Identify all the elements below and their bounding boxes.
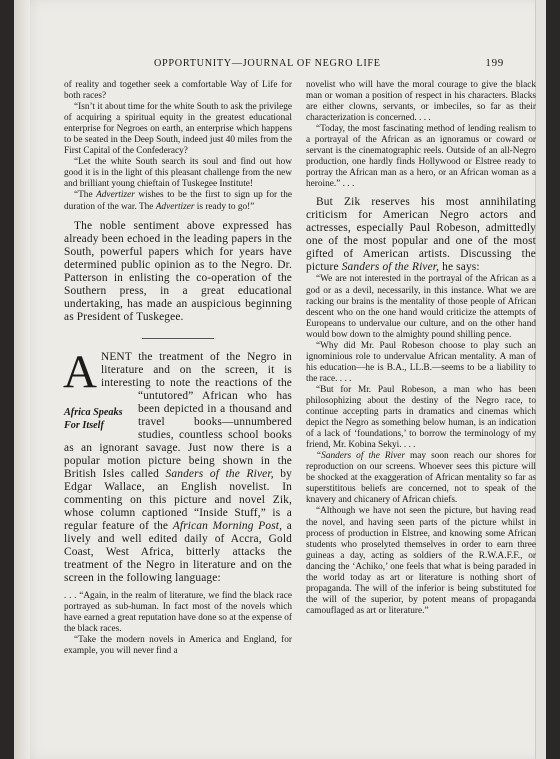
journal-title: OPPORTUNITY—JOURNAL OF NEGRO LIFE xyxy=(154,58,381,69)
paragraph: of reality and together seek a comfortable Way of Life for both races? xyxy=(64,80,292,102)
editorial-paragraph: The noble sentiment above expressed has already been echoed in the leading papers in the South, powerful papers which for years have determined public opinion as to the Negro. Dr. Patterson in enlisting the co-operation of the Southern press, in a great educational undertaking, has made an auspicious beginning as President of Tuskegee. xyxy=(64,219,292,323)
page-edge xyxy=(535,0,546,759)
section-africa-speaks xyxy=(63,345,292,585)
right-column xyxy=(306,80,536,617)
paragraph: “We are not interested in the portrayal of the African as a god or as a devil, necessarily, in this instance. What we are racking our brains is the mentality of those people of African descent who on the one hand would criticize the attempts of Europeans to undervalue our culture, and on the other hand would bow down to the almighty pound shilling pence. xyxy=(306,274,536,340)
publication-name: African Morning Post, xyxy=(172,519,283,532)
film-title: Sanders of the River, xyxy=(341,261,440,274)
page-binding-shadow xyxy=(14,0,30,759)
paragraph: “Isn’t it about time for the white South to ask the privilege of acquiring a spiritual equity in the greatest educational enterprise for Negroes on earth, an enterprise which happens to be seated in the Deep South, indeed just 40 miles from the First Capital of the Confederacy? xyxy=(64,102,292,157)
editorial-paragraph: But Zik reserves his most annihilating criticism for American Negro actors and actresses, especially Paul Robeson, admittedly one of the most popular and one of the most gifted of American artists. Discussing the picture Sanders of the River, he says: xyxy=(306,196,536,274)
paragraph: “But for Mr. Paul Robeson, a man who has been philosophizing about the destiny of the Negro race, to continue accepting parts in dramatics and cinemas which depict the Negro as something below human, is an indication of a lack of ‘foundations,’ to borrow the terminology of my friend, Mr. Kobina Sekyi. . . . xyxy=(306,384,536,451)
paragraph: “Today, the most fascinating method of lending realism to a portrayal of the African as an ignoramus or coward or servant is the cinematographic reels. Outside of an all-Negro production, one hardly finds Hollywood or Elstree ready to portray the African man as a hero, or an African woman as a heroine.” . . . xyxy=(306,124,536,190)
page-number: 199 xyxy=(485,57,504,69)
publication-name: Advertizer xyxy=(155,201,195,212)
quotation-paragraph: . . . “Again, in the realm of literature, we find the black race portrayed as sub-human. In fact most of the novels which have earned a great reputation have done so at the expense of the black races. xyxy=(64,590,292,634)
journal-page xyxy=(14,0,546,759)
paragraph: “The Advertizer wishes to be the first to sign up for the duration of the war. The Advertizer is ready to go!” xyxy=(64,190,292,212)
left-column xyxy=(64,80,292,657)
section-divider xyxy=(142,338,214,339)
paragraph: “Let the white South search its soul and find out how good it is in the light of this pleasant challenge from the new and brilliant young chieftain of Tuskegee Institute! xyxy=(64,157,292,190)
publication-name: Advertizer xyxy=(96,190,135,201)
paragraph: “Although we have not seen the picture, but having read the novel, and having seen parts of the picture whilst in process of production in Elstree, and knowing some African students who proselyted themselves in order to earn three guineas a day, acting as soldiers of the R.W.A.F.F., or dancing the ‘Achiko,’ one feels that what is being paraded in the world today as art or literature is nothing short of propaganda. The will of the inferior is being substituted for the will of the superior, by potent means of propaganda camouflaged as art or literature.” xyxy=(306,506,536,616)
paragraph: “Why did Mr. Paul Robeson choose to play such an ignominious role to undervalue African mentality. A man of his education—he is B.A., LL.B.—seems to be a liability to the race. . . . xyxy=(306,340,536,384)
paragraph: novelist who will have the moral courage to give the black man or woman a position of respect in his characters. Blacks are either clowns, servants, or imbeciles, so far as their characterization is concerned. . . . xyxy=(306,80,536,124)
quotation-paragraph: “Take the modern novels in America and England, for example, you will never find a xyxy=(64,634,292,656)
film-title: “Sanders of the River xyxy=(316,451,405,462)
section-sidehead: Africa Speaks For Itself xyxy=(64,406,123,431)
paragraph: “Sanders of the River may soon reach our shores for reproduction on our screens. Whoever sees this picture will be shocked at the exaggeration of African mentality so far as superstititous beliefs are concerned, not to speak of the knavery and chicanery of African chiefs. xyxy=(306,451,536,506)
film-title: Sanders of the River, xyxy=(165,467,274,480)
drop-cap: A xyxy=(63,345,97,398)
section-paragraph: NENT the treatment of the Negro in literature and on the screen, it is interesting to note the reactions of the “untutored” African who has been depicted in a thousand and travel books—unnumbered studies, countless school books as an ignorant savage. Just now there is a popular motion picture being shown in the British Isles called Sanders of the River, by Edgar Wallace, an English novelist. In commenting on this picture and novel Zik, whose column captioned “Inside Stuff,” is a regular feature of the African Morning Post, a lively and well edited daily of Accra, Gold Coast, West Africa, bitterly attacks the treatment of the Negro in literature and on the screen in the following language: xyxy=(64,350,292,584)
